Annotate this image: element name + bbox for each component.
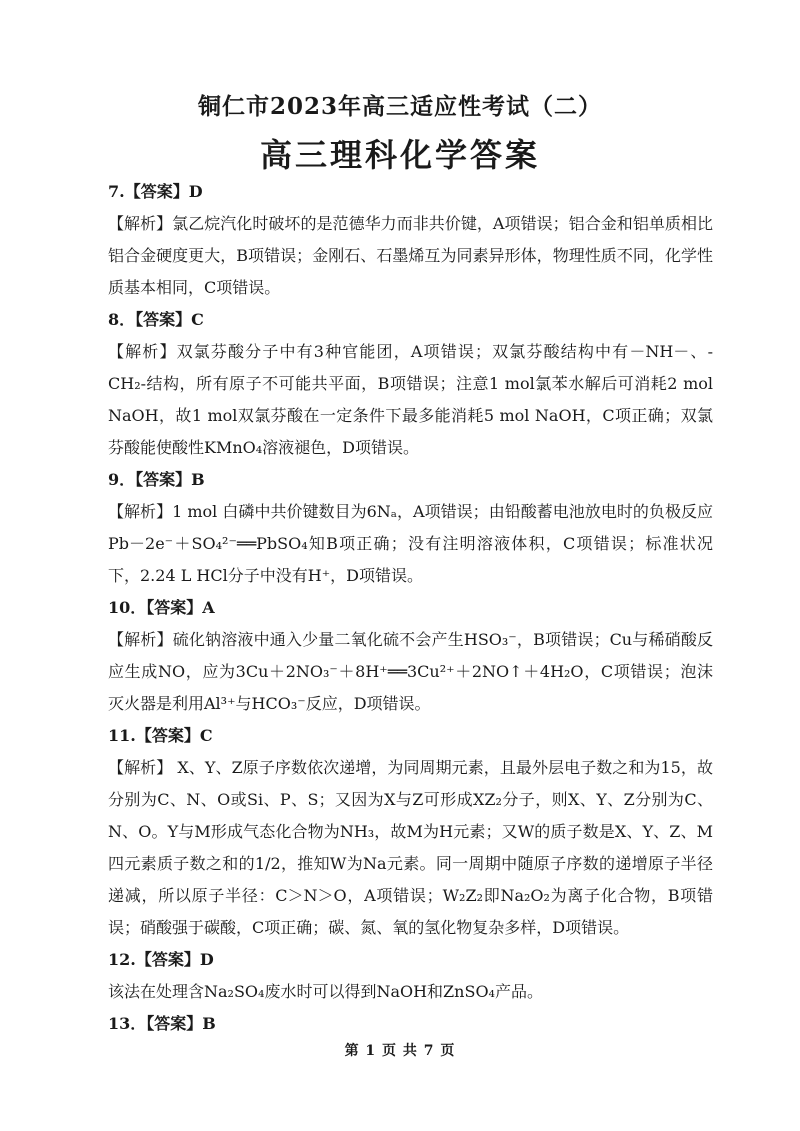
analysis-paragraph: 【解析】 X、Y、Z原子序数依次递增，为同周期元素，且最外层电子数之和为15，故分别为C、N、O或Si、P、S；又因为X与Z可形成XZ₂分子，则X、Y、Z分别为C、N、O。Y与M形成气态化合物为NH₃，故M为H元素；又W的质子数是X、Y、Z、M四元素质子数之和的1/2，推知W为Na元素。同一周期中随原子序数的递增原子半径递减，所以原子半径：C＞N＞O，A项错误；W₂Z₂即Na₂O₂为离子化合物，B项错误；硝酸强于碳酸，C项正确；碳、氮、氧的氢化物复杂多样，D项错误。 (108, 758, 713, 937)
analysis-paragraph: 【解析】双氯芬酸分子中有3种官能团，A项错误；双氯芬酸结构中有－NH－、-CH₂-结构，所有原子不可能共平面，B项错误；注意1 mol氯苯水解后可消耗2 mol NaOH，故1 mol双氯芬酸在一定条件下最多能消耗5 mol NaOH，C项正确；双氯芬酸能使酸性KMnO₄溶液褪色，D项错误。 (108, 342, 713, 457)
document-heading: 高三理科化学答案 (259, 136, 540, 174)
answer-label: 11.【答案】C (108, 726, 213, 745)
exam-title: 铜仁市2023年高三适应性考试（二） (197, 93, 602, 120)
answer-content (108, 176, 713, 1040)
answer-label: 12.【答案】D (108, 950, 214, 969)
analysis-paragraph: 该法在处理含Na₂SO₄废水时可以得到NaOH和ZnSO₄产品。 (108, 982, 543, 1001)
analysis-paragraph: 【解析】氯乙烷汽化时破坏的是范德华力而非共价键，A项错误；铝合金和铝单质相比铝合金硬度更大，B项错误；金刚石、石墨烯互为同素异形体，物理性质不同，化学性质基本相同，C项错误。 (108, 214, 713, 297)
analysis-paragraph: 【解析】硫化钠溶液中通入少量二氧化硫不会产生HSO₃⁻，B项错误；Cu与稀硝酸反应生成NO，应为3Cu＋2NO₃⁻＋8H⁺══3Cu²⁺＋2NO↑＋4H₂O，C项错误；泡沫灭火器是利用Al³⁺与HCO₃⁻反应，D项错误。 (108, 630, 713, 713)
answer-label: 7.【答案】D (108, 182, 203, 201)
answer-label: 9．【答案】B (108, 470, 205, 489)
answer-label: 13．【答案】B (108, 1014, 216, 1033)
answer-label: 10．【答案】A (108, 598, 215, 617)
page-number: 第 1 页 共 7 页 (344, 1043, 456, 1059)
answer-label: 8．【答案】C (108, 310, 204, 329)
analysis-paragraph: 【解析】1 mol 白磷中共价键数目为6Nₐ，A项错误；由铅酸蓄电池放电时的负极反应 Pb－2e⁻＋SO₄²⁻══PbSO₄知B项正确；没有注明溶液体积，C项错误；标准状况下，2.24 L HCl分子中没有H⁺，D项错误。 (108, 502, 713, 585)
